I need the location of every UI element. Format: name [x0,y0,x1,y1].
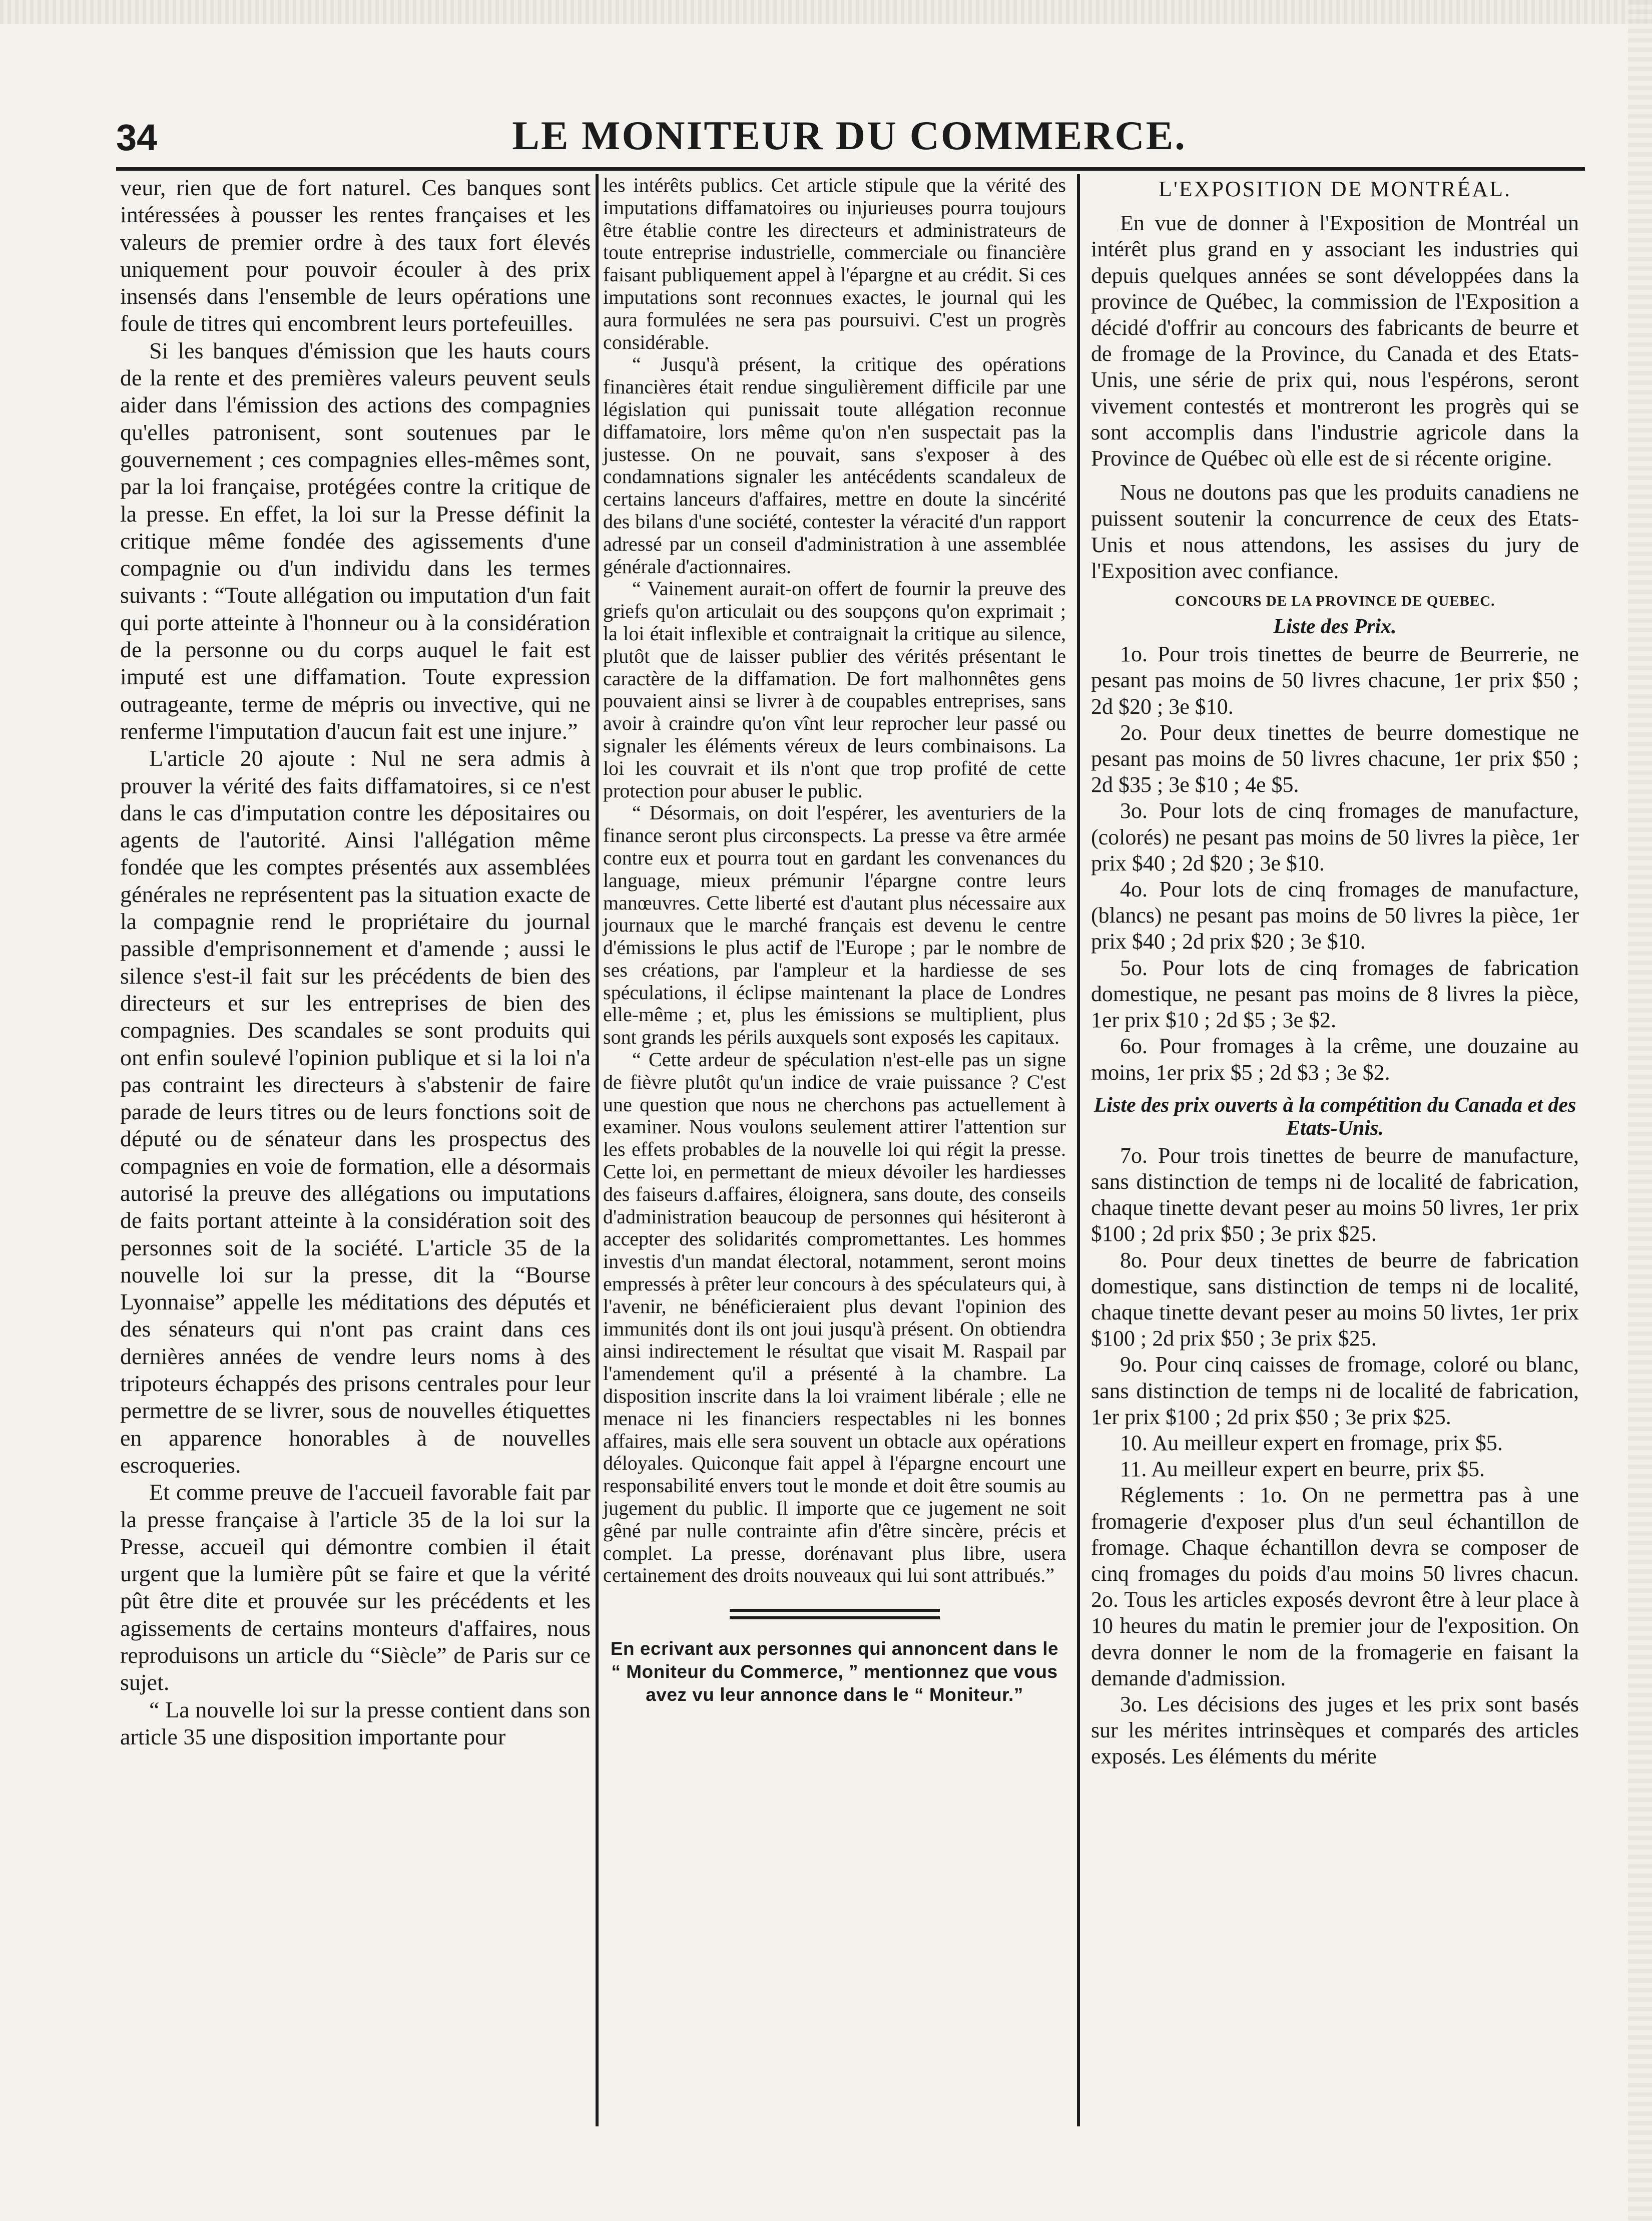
advertiser-notice: En ecrivant aux personnes qui annoncent dans le “ Moniteur du Commerce, ” mentionnez que vous avez vu leur annonce dans le “ Moniteur.” [610,1638,1059,1705]
prize-item: 11. Au meilleur expert en beurre, prix $5. [1120,1457,1485,1482]
paragraph: “ Cette ardeur de spéculation n'est-elle pas un signe de fièvre plutôt qu'un indice de vraie puissance ? C'est une question que nous ne cherchons pas actuellement à examiner. Nous voulons seulement attirer l'attention sur les effets probables de la nouvelle loi qui régit la presse. Cette loi, en permettant de mieux dévoiler les hardiesses des faiseurs d.affaires, éloignera, sans doute, des conseils d'administration beaucoup de personnes qui hésiteront à accepter des solidarités compromettantes. Les hommes investis d'un mandat électoral, notamment, seront moins empressés à prêter leur concours à des spéculateurs qui, à l'avenir, ne bénéficieraient plus devant l'opinion des immunités dont ils ont joui jusqu'à présent. On obtiendra ainsi indirectement le résultat que visait M. Raspail par l'amendement qu'il a présenté à la chambre. La disposition inscrite dans la loi vraiment libérale ; elle ne menace ni les financiers respectables ni les bonnes affaires, mais elle sera souvent un obtacle aux opérations déloyales. Quiconque fait appel à l'épargne encourt une responsabilité envers tout le monde et doit être soumis au jugement du public. Il importe que ce jugement ne soit gêné par nulle contrainte afin d'être sincère, précis et complet. La presse, dorénavant plus libre, usera certainement des droits nouveaux qui lui sont attribués.” [603,1048,1066,1587]
page-edge-texture-right [1628,0,1652,2221]
prize-item: 6o. Pour fromages à la crême, une douzaine au moins, 1er prix $5 ; 2d $3 ; 3e $2. [1091,1034,1579,1085]
paragraph: Si les banques d'émission que les hauts cours de la rente et des premières valeurs peuvent seuls aider dans l'émission des actions des compagnies qu'elles patronisent, sont soutenues par le gouvernement ; ces compagnies elles-mêmes sont, par la loi française, protégées contre la critique de la presse. En effet, la loi sur la Presse définit la critique même fondée des agissements d'une compagnie ou d'un individu dans les termes suivants : “Toute allégation ou imputation d'un fait qui porte atteinte à l'honneur ou à la considération de la personne ou du corps auquel le fait est imputé est une diffamation. Toute expression outrageante, terme de mépris ou invective, qui ne renferme l'imputation d'aucun fait est une injure.” [120,337,591,744]
paragraph: “ Vainement aurait-on offert de fournir la preuve des griefs qu'on articulait ou des soupçons qu'on exprimait ; la loi était inflexible et contraignait la critique au silence, plutôt que de laisser publier des vérités présentant le caractère de la diffamation. De fort malhonnêtes gens pouvaient ainsi se livrer à de coupables entreprises, sans avoir à craindre qu'on vînt leur reprocher leur passé ou signaler les éléments véreux de leurs combinaisons. La loi les couvrait et ils n'ont que trop profité de cette protection pour abuser le public. [603,577,1066,802]
paragraph: Et comme preuve de l'accueil favorable fait par la presse française à l'article 35 de la loi sur la Presse, accueil qui démontre combien il était urgent que la lumière pût se faire et que la vérité pût être dite et prouvée sur les précédents et les agissements de certains monteurs d'affaires, nous reproduisons un article du “Siècle” de Paris sur ce sujet. [120,1479,591,1695]
paragraph: veur, rien que de fort naturel. Ces banques sont intéressées à pousser les rentes françaises et les valeurs de premier ordre à des taux fort élevés uniquement pour pouvoir écouler à des prix insensés dans l'ensemble de leurs opérations une foule de titres qui encombrent leurs portefeuilles. [120,175,591,336]
prize-item: 7o. Pour trois tinettes de beurre de manufacture, sans distinction de temps ni de localité de fabrication, chaque tinette devant peser au moins 50 livres, 1er prix $100 ; 2d prix $50 ; 3e prix $25. [1091,1143,1579,1246]
article-title: L'EXPOSITION DE MONTRÉAL. [1159,177,1511,201]
paragraph: “ Désormais, on doit l'espérer, les aventuriers de la finance seront plus circonspects. La presse va être armée contre eux et pourra tout en gardant les convenances du language, mieux prémunir l'épargne contre leurs manœuvres. Cette liberté est d'autant plus nécessaire aux journaux que le marché français est devenu le centre d'émissions le plus actif de l'Europe ; par le nombre de ses créations, par l'ampleur et la hardiesse de ses spéculations, il éclipse maintenant la place de Londres elle-même ; et, plus les émissions se multiplient, plus sont grands les périls auxquels sont exposés les capitaux. [603,801,1066,1049]
column-1 [120,174,591,2126]
paragraph: L'article 20 ajoute : Nul ne sera admis à prouver la vérité des faits diffamatoires, si ce n'est dans le cas d'imputation contre les dépositaires ou agents de l'autorité. Ainsi l'allégation même fondée que les comptes présentés aux assemblées générales ne représentent pas la situation exacte de la compagnie rend le propriétaire du journal passible d'emprisonnement et d'amende ; aussi le silence s'est-il fait sur les précédents de bien des directeurs et sur les entreprises de bien des compagnies. Des scandales se sont produits qui ont enfin soulevé l'opinion publique et si la loi n'a pas contraint les directeurs à s'abstenir de faire parade de leurs titres ou de leurs fonctions soit de député ou de sénateur dans les prospectus des compagnies en voie de formation, elle a désormais autorisé la preuve des allégations ou imputations de faits portant atteinte à la considération soit des personnes soit de la société. L'article 35 de la nouvelle loi sur la presse, dit la “Bourse Lyonnaise” appelle les méditations des députés et des sénateurs qui n'ont pas craint dans ces dernières années de vendre leurs noms à des tripoteurs échappés des prisons centrales pour leur permettre de se livrer, sous de nouvelles étiquettes en apparence honorables à de nouvelles escroqueries. [120,745,591,1478]
prize-list-heading: Liste des Prix. [1273,615,1397,639]
prize-item: 3o. Pour lots de cinq fromages de manufacture, (colorés) ne pesant pas moins de 50 livres la pièce, 1er prix $40 ; 2d $20 ; 3e $10. [1091,798,1579,875]
column-3 [1091,174,1579,2126]
regulations-paragraph: 3o. Les décisions des juges et les prix sont basés sur les mérites intrinsèques et comparés des articles exposés. Les éléments du mérite [1091,1691,1579,1769]
regulations-paragraph: Réglements : 1o. On ne permettra pas à une fromagerie d'exposer plus d'un seul échantillon de fromage. Chaque échantillon devra se composer de cinq fromages du poids d'au moins 50 livres chacun. 2o. Tous les articles exposés devront être à leur place à 10 heures du matin le premier jour de l'exposition. On devra donner le nom de la fromagerie en faisant la demande d'admission. [1091,1483,1579,1690]
masthead-title: LE MONITEUR DU COMMERCE. [512,113,1187,158]
paragraph: En vue de donner à l'Exposition de Montréal un intérêt plus grand en y associant les industries qui depuis quelques années se sont développées dans la province de Québec, la commission de l'Exposition a décidé d'offrir au concours des fabricants de beurre et de fromage de la Province, du Canada et des Etats-Unis, une série de prix qui, nous l'espérons, seront vivement contestés et montreront les progrès qui se sont accomplis dans l'industrie agricole dans la Province de Québec où elle est de si récente origine. [1091,211,1579,471]
open-prize-heading: Liste des prix ouverts à la compétition du Canada et des Etats-Unis. [1093,1093,1576,1140]
concours-heading: CONCOURS DE LA PROVINCE DE QUEBEC. [1175,593,1495,610]
prize-item: 10. Au meilleur expert en fromage, prix $5. [1120,1430,1503,1455]
prize-item: 1o. Pour trois tinettes de beurre de Beurrerie, ne pesant pas moins de 50 livres chacune, 1er prix $50 ; 2d $20 ; 3e $10. [1091,642,1579,719]
paragraph: “ Jusqu'à présent, la critique des opérations financières était rendue singulièrement difficile par une législation qui punissait toute allégation reconnue diffamatoire, lors même qu'on n'en suspectait pas la justesse. On ne pouvait, sans s'exposer à des condamnations signaler les antécédents scandaleux de certains lanceurs d'affaires, mettre en doute la sincérité des bilans d'une société, contester la véracité d'un rapport adressé par un conseil d'administration à une assemblée générale d'actionnaires. [603,353,1066,578]
page-header [116,110,1582,170]
paragraph: Nous ne doutons pas que les produits canadiens ne puissent soutenir la concurrence de ceux des Etats-Unis et nous attendons, les assises du jury de l'Exposition avec confiance. [1091,480,1579,583]
prize-item: 5o. Pour lots de cinq fromages de fabrication domestique, ne pesant pas moins de 8 livres la pièce, 1er prix $10 ; 2d $5 ; 3e $2. [1091,955,1579,1033]
page-number: 34 [116,117,158,158]
prize-item: 4o. Pour lots de cinq fromages de manufacture, (blancs) ne pesant pas moins de 50 livres la pièce, 1er prix $40 ; 2d prix $20 ; 3e $10. [1091,877,1579,954]
prize-item: 8o. Pour deux tinettes de beurre de fabrication domestique, sans distinction de temps ni de localité, chaque tinette devant peser au moins 50 livtes, 1er prix $100 ; 2d prix $50 ; 3e prix $25. [1091,1247,1579,1351]
column-divider-1 [596,174,599,2126]
page-edge-texture [0,0,1652,24]
prize-item: 9o. Pour cinq caisses de fromage, coloré ou blanc, sans distinction de temps ni de localité de fabrication, 1er prix $100 ; 2d prix $50 ; 3e prix $25. [1091,1352,1579,1429]
paragraph: “ La nouvelle loi sur la presse contient dans son article 35 une disposition importante pour [120,1696,591,1749]
section-divider [730,1609,940,1619]
paragraph: les intérêts publics. Cet article stipule que la vérité des imputations diffamatoires ou injurieuses pourra toujours être établie contre les directeurs et administrateurs de toute entreprise industrielle, commerciale ou financière faisant publiquement appel à l'épargne et au crédit. Si ces imputations sont reconnues exactes, le journal qui les aura formulées ne sera pas poursuivi. C'est un progrès considérable. [603,174,1066,353]
column-divider-2 [1077,174,1080,2126]
header-rule [116,167,1585,171]
prize-item: 2o. Pour deux tinettes de beurre domestique ne pesant pas moins de 50 livres chacune, 1er prix $50 ; 2d $35 ; 3e $10 ; 4e $5. [1091,720,1579,797]
column-2 [603,174,1066,2126]
